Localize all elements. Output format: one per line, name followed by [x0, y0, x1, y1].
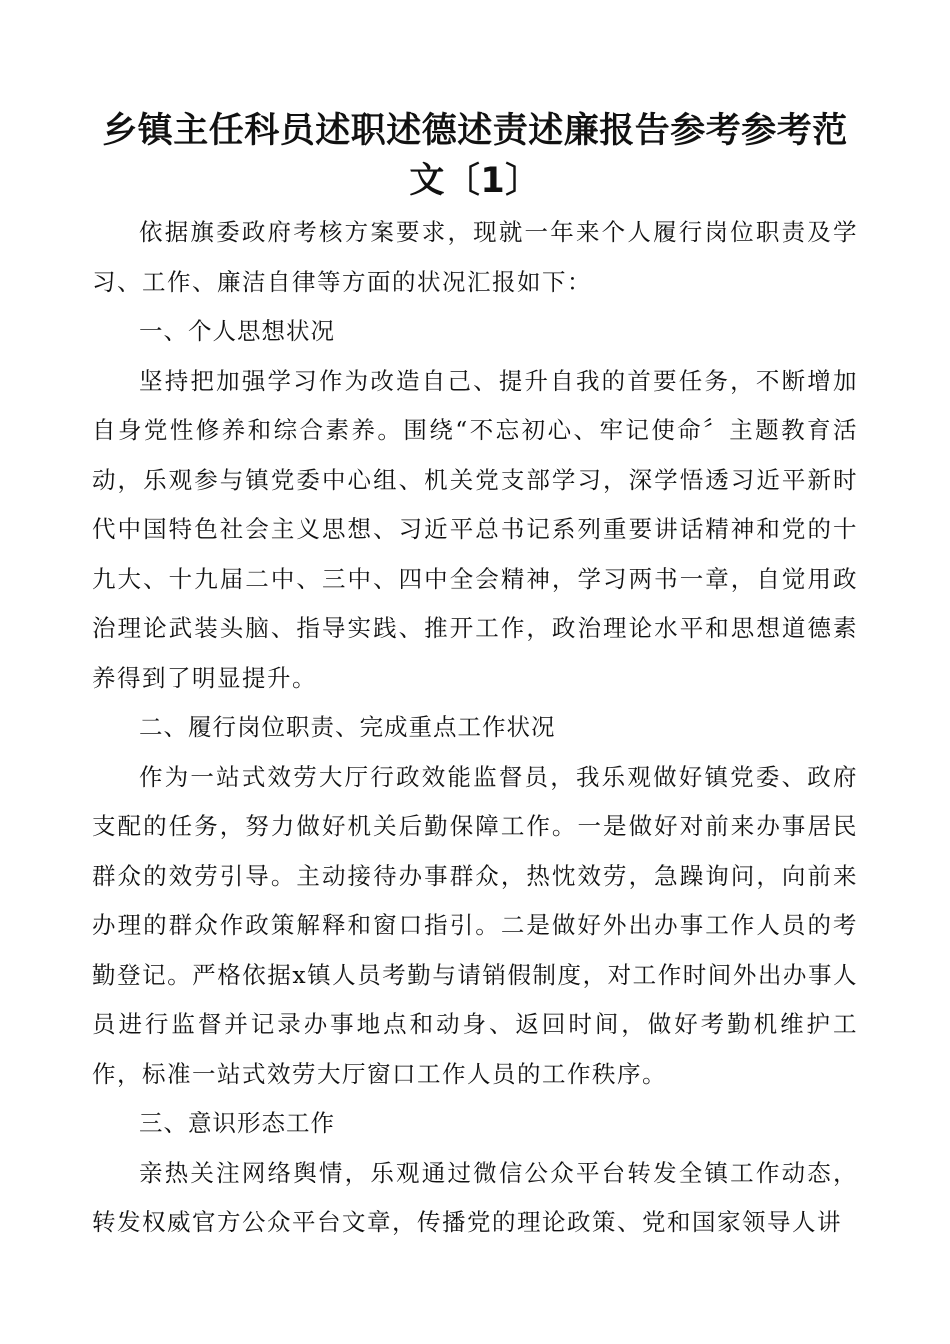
section-heading-ideology: 一、个人思想状况 — [139, 317, 335, 345]
section-heading-duties: 二、履行岗位职责、完成重点工作状况 — [139, 713, 556, 741]
document-body — [92, 208, 858, 1248]
section-paragraph-ideology: 坚持把加强学习作为改造自己、提升自我的首要任务，不断增加自身党性修养和综合素养。围绕“不忘初心、牢记使命〞主题教育活动，乐观参与镇党委中心组、机关党支部学习，深学悟透习近平新时代中国特色社会主义思想、习近平总书记系列重要讲话精神和党的十九大、十九届二中、三中、四中全会精神，学习两书一章，自觉用政治理论武装头脑、指导实践、推开工作，政治理论水平和思想道德素养得到了明显提升。 — [92, 366, 858, 692]
section-paragraph-ideology-work: 亲热关注网络舆情，乐观通过微信公众平台转发全镇工作动态，转发权威官方公众平台文章，传播党的理论政策、党和国家领导人讲 — [92, 1158, 858, 1236]
document-title: 乡镇主任科员述职述德述责述廉报告参考参考范文〔1〕 — [102, 111, 848, 201]
intro-paragraph: 依据旗委政府考核方案要求，现就一年来个人履行岗位职责及学习、工作、廉洁自律等方面的状况汇报如下： — [92, 218, 858, 296]
section-paragraph-duties: 作为一站式效劳大厅行政效能监督员，我乐观做好镇党委、政府支配的任务，努力做好机关后勤保障工作。一是做好对前来办事居民群众的效劳引导。主动接待办事群众，热忱效劳，急躁询问，向前来办理的群众作政策解释和窗口指引。二是做好外出办事工作人员的考勤登记。严格依据x镇人员考勤与请销假制度，对工作时间外出办事人员进行监督并记录办事地点和动身、返回时间，做好考勤机维护工作，标准一站式效劳大厅窗口工作人员的工作秩序。 — [92, 762, 858, 1088]
section-heading-ideology-work: 三、意识形态工作 — [139, 1109, 335, 1137]
